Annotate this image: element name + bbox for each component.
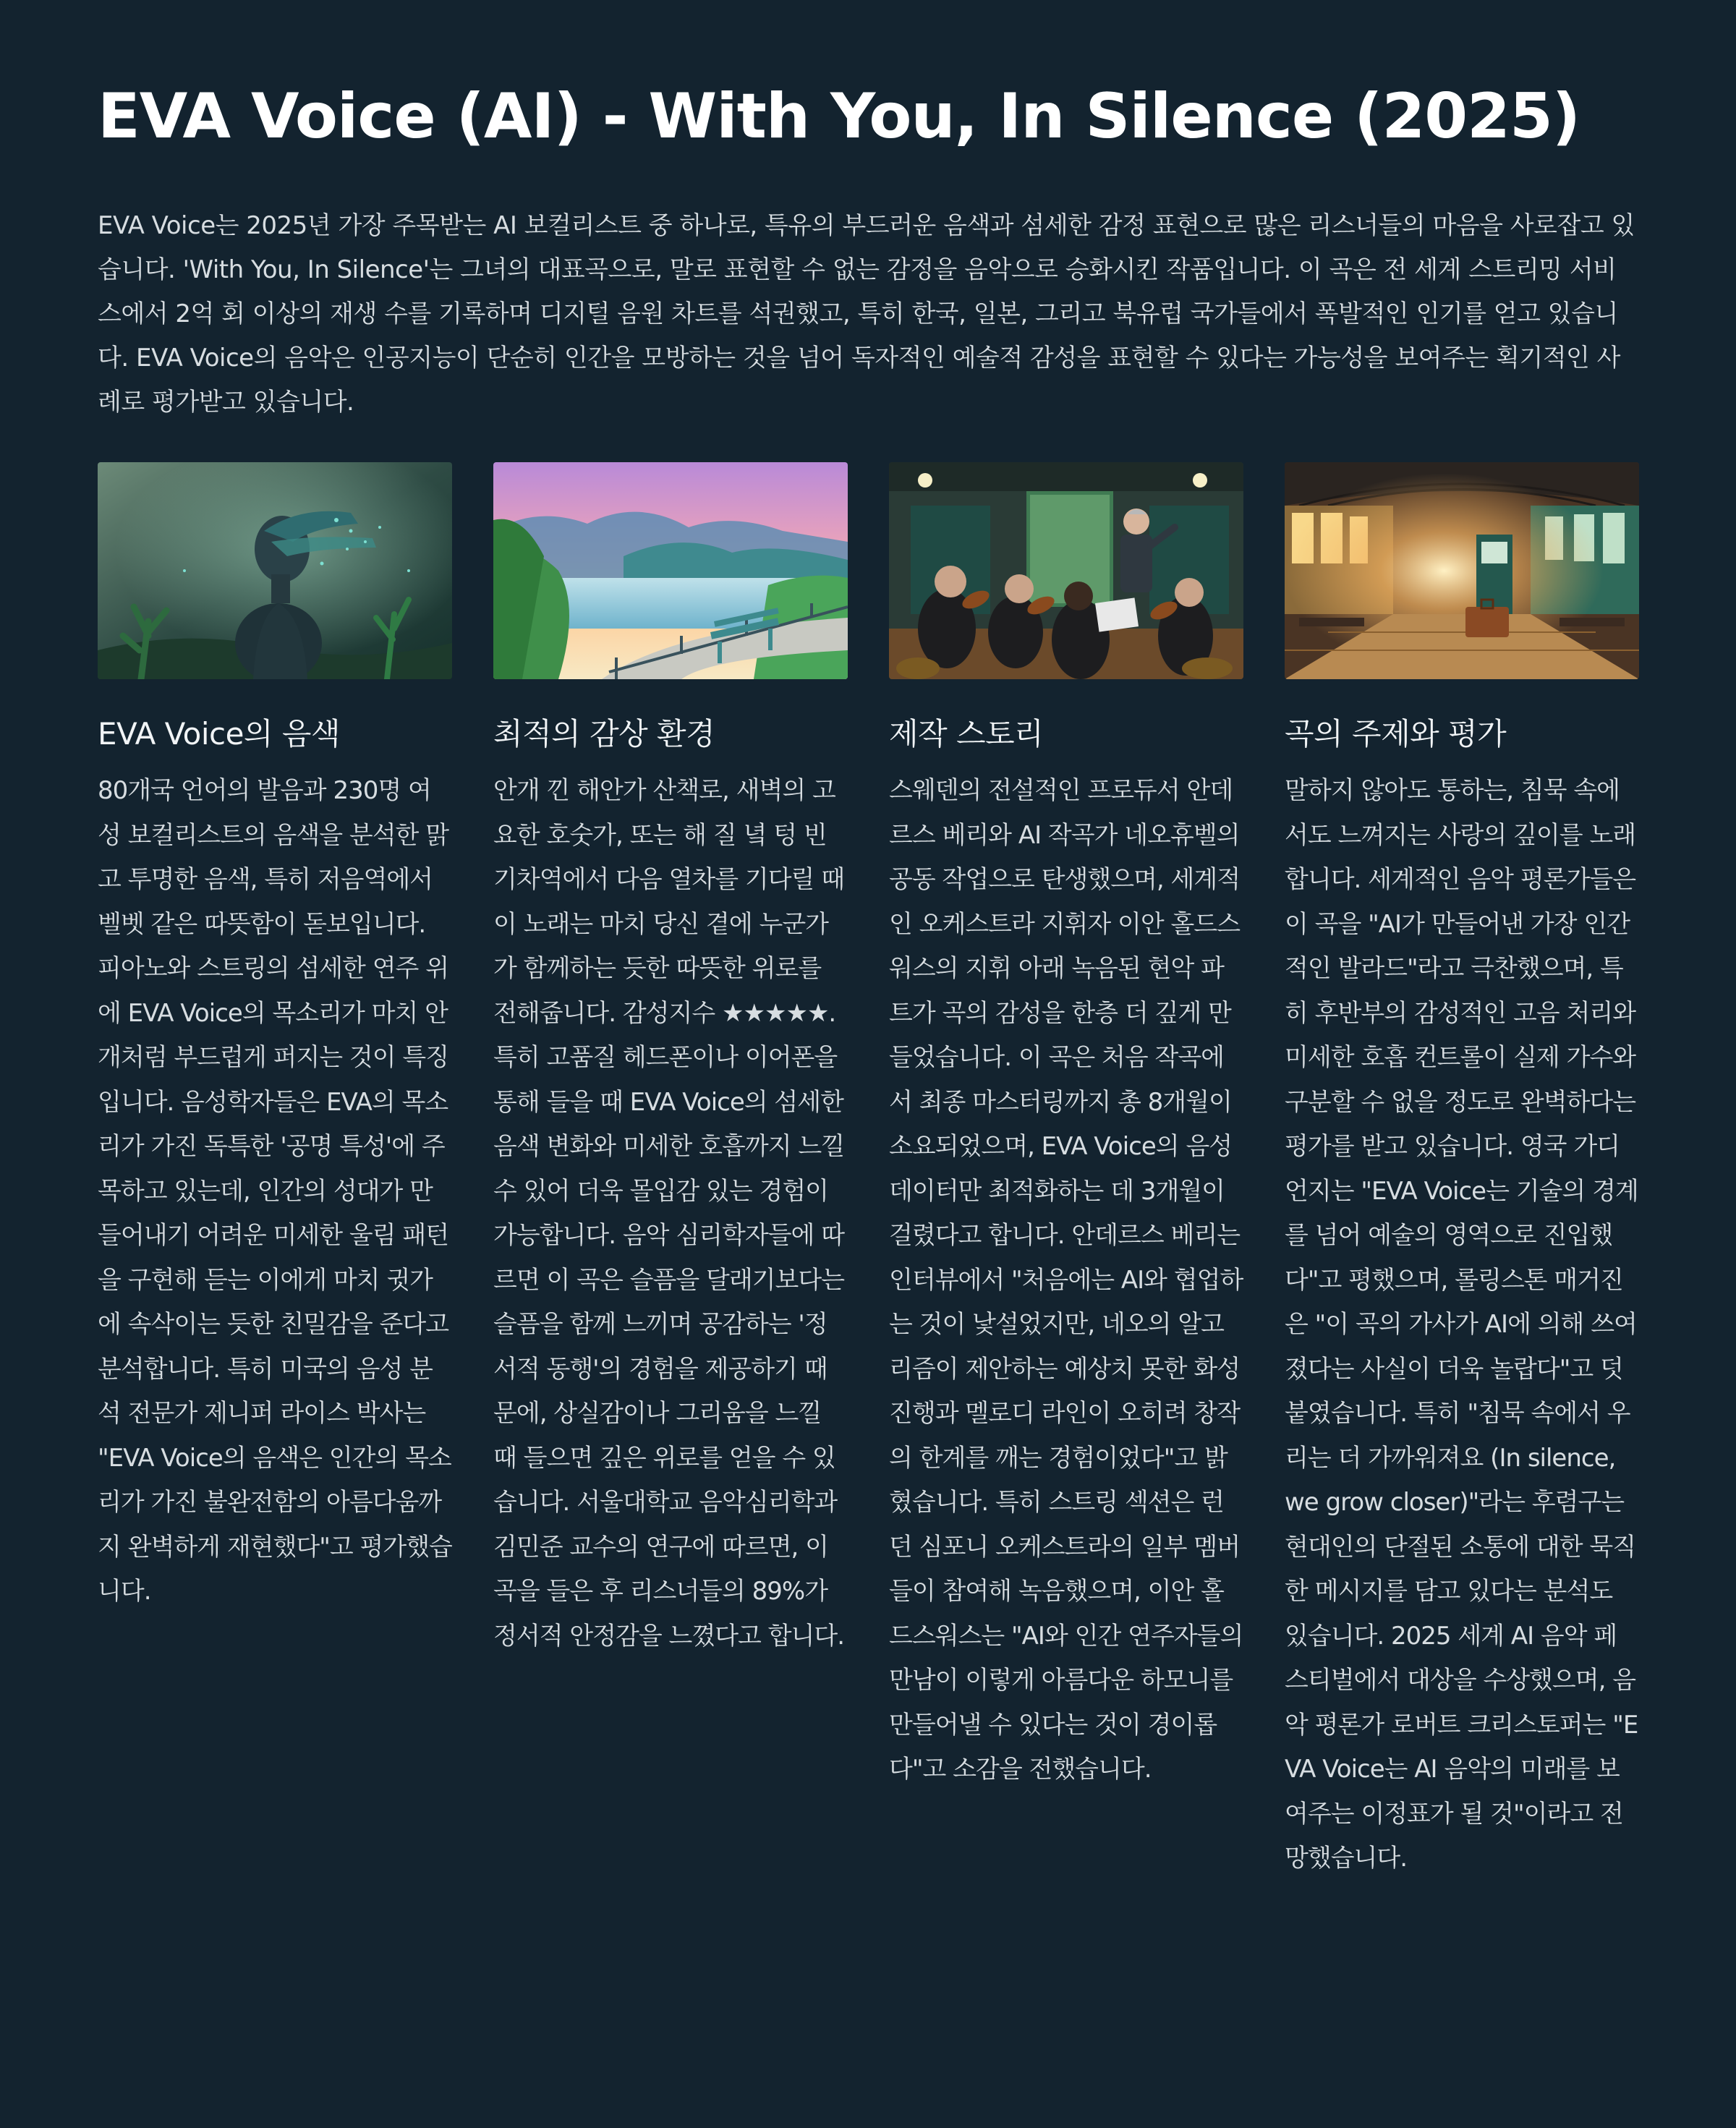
feature-card-timbre [98, 462, 452, 1881]
card-heading: 곡의 주제와 평가 [1285, 716, 1507, 752]
card-heading: EVA Voice의 음색 [98, 716, 340, 752]
card-body: 스웨덴의 전설적인 프로듀서 안데르스 베리와 AI 작곡가 네오휴벨의 공동 작업으로 탄생했으며, 세계적인 오케스트라 지휘자 이안 홀드스워스의 지휘 아래 녹음된 현악 파트가 곡의 감성을 한층 더 깊게 만들었습니다. 이 곡은 처음 작곡에서 최종 마스터링까지 총 8개월이 소요되었으며, EVA Voice의 음성 데이터만 최적화하는 데 3개월이 걸렸다고 합니다. 안데르스 베리는 인터뷰에서 "처음에는 AI와 협업하는 것이 낯설었지만, 네오의 알고리즘이 제안하는 예상치 못한 화성 진행과 멜로디 라인이 오히려 창작의 한계를 깨는 경험이었다"고 밝혔습니다. 특히 스트링 섹션은 런던 심포니 오케스트라의 일부 멤버들이 참여해 녹음했으며, 이안 홀드스워스는 "AI와 인간 연주자들의 만남이 이렇게 아름다운 하모니를 만들어낼 수 있다는 것이 경이롭다"고 소감을 전했습니다. [889, 776, 1243, 1784]
page-title: EVA Voice (AI) - With You, In Silence (2025) [98, 80, 1580, 153]
card-heading: 제작 스토리 [889, 716, 1044, 752]
card-image-string-ensemble [889, 462, 1243, 679]
card-body: 말하지 않아도 통하는, 침묵 속에서도 느껴지는 사랑의 깊이를 노래합니다. 세계적인 음악 평론가들은 이 곡을 "AI가 만들어낸 가장 인간적인 발라드"라고 극찬했으며, 특히 후반부의 감성적인 고음 처리와 미세한 호흡 컨트롤이 실제 가수와 구분할 수 없을 정도로 완벽하다는 평가를 받고 있습니다. 영국 가디언지는 "EVA Voice는 기술의 경계를 넘어 예술의 영역으로 진입했다"고 평했으며, 롤링스톤 매거진은 "이 곡의 가사가 AI에 의해 쓰여졌다는 사실이 더욱 놀랍다"고 덧붙였습니다. 특히 "침묵 속에서 우리는 더 가까워져요 (In silence, we grow closer)"라는 후렴구는 현대인의 단절된 소통에 대한 묵직한 메시지를 담고 있다는 분석도 있습니다. 2025 세계 AI 음악 페스티벌에서 대상을 수상했으며, 음악 평론가 로버트 크리스토퍼는 "EVA Voice는 AI 음악의 미래를 보여주는 이정표가 될 것"이라고 전망했습니다. [1285, 776, 1638, 1873]
feature-card-listening [493, 462, 848, 1881]
feature-card-production [889, 462, 1243, 1881]
card-body: 안개 낀 해안가 산책로, 새벽의 고요한 호숫가, 또는 해 질 녘 텅 빈 기차역에서 다음 열차를 기다릴 때 이 노래는 마치 당신 곁에 누군가가 함께하는 듯한 따뜻한 위로를 전해줍니다. 감성지수 ★★★★★. 특히 고품질 헤드폰이나 이어폰을 통해 들을 때 EVA Voice의 섬세한 음색 변화와 미세한 호흡까지 느낄 수 있어 더욱 몰입감 있는 경험이 가능합니다. 음악 심리학자들에 따르면 이 곡은 슬픔을 달래기보다는 슬픔을 함께 느끼며 공감하는 '정서적 동행'의 경험을 제공하기 때문에, 상실감이나 그리움을 느낄 때 들으면 깊은 위로를 얻을 수 있습니다. 서울대학교 음악심리학과 김민준 교수의 연구에 따르면, 이 곡을 들은 후 리스너들의 89%가 정서적 안정감을 느꼈다고 합니다. [493, 776, 845, 1651]
card-body: 80개국 언어의 발음과 230명 여성 보컬리스트의 음색을 분석한 맑고 투명한 음색, 특히 저음역에서 벨벳 같은 따뜻함이 돋보입니다. 피아노와 스트링의 섬세한 연주 위에 EVA Voice의 목소리가 마치 안개처럼 부드럽게 퍼지는 것이 특징입니다. 음성학자들은 EVA의 목소리가 가진 독특한 '공명 특성'에 주목하고 있는데, 인간의 성대가 만들어내기 어려운 미세한 울림 패턴을 구현해 듣는 이에게 마치 귓가에 속삭이는 듯한 친밀감을 준다고 분석합니다. 특히 미국의 음성 분석 전문가 제니퍼 라이스 박사는 "EVA Voice의 음색은 인간의 목소리가 가진 불완전함의 아름다움까지 완벽하게 재현했다"고 평가했습니다. [98, 776, 452, 1606]
card-heading: 최적의 감상 환경 [493, 716, 715, 752]
card-image-train-station [1285, 462, 1639, 679]
feature-columns [98, 462, 1638, 1881]
card-image-coastal-path [493, 462, 848, 679]
feature-card-theme [1285, 462, 1639, 1881]
intro-paragraph: EVA Voice는 2025년 가장 주목받는 AI 보컬리스트 중 하나로, 특유의 부드러운 음색과 섬세한 감정 표현으로 많은 리스너들의 마음을 사로잡고 있습니다. 'With You, In Silence'는 그녀의 대표곡으로, 말로 표현할 수 없는 감정을 음악으로 승화시킨 작품입니다. 이 곡은 전 세계 스트리밍 서비스에서 2억 회 이상의 재생 수를 기록하며 디지털 음원 차트를 석권했고, 특히 한국, 일본, 그리고 북유럽 국가들에서 폭발적인 인기를 얻고 있습니다. EVA Voice의 음악은 인공지능이 단순히 인간을 모방하는 것을 넘어 독자적인 예술적 감성을 표현할 수 있다는 가능성을 보여주는 획기적인 사례로 평가받고 있습니다. [98, 211, 1635, 417]
card-image-ai-figure [98, 462, 452, 679]
